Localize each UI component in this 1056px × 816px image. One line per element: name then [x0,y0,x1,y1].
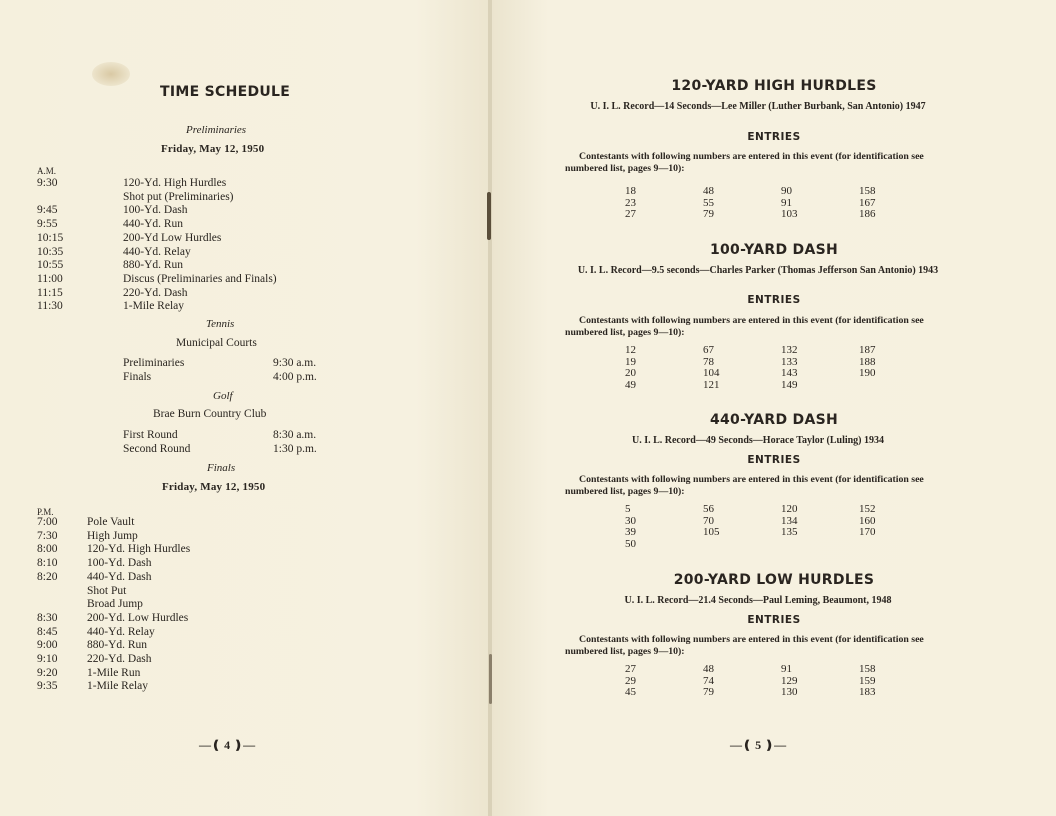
number-column: 27 29 45 [625,663,636,698]
schedule-row: 10:55 880-Yd. Run [37,259,184,272]
schedule-row: 9:30 120-Yd. High Hurdles [37,177,227,189]
schedule-row: 9:20 1-Mile Run [37,666,141,679]
schedule-row: 9:00 880-Yd. Run [37,639,148,652]
schedule-row: 8:20 440-Yd. Dash [37,570,152,583]
number-column: 132 133 143 149 [781,344,798,391]
record-line: U. I. L. Record—9.5 seconds—Charles Parker (Thomas Jefferson San Antonio) 1943 [577,265,939,276]
tennis-venue: Municipal Courts [176,337,257,349]
number-column: 158 167 186 [859,185,876,220]
right-page [492,0,1056,816]
contestants-note: Contestants with following numbers are entered in this event (for identification see numbered list, pages 9—10): [565,315,924,338]
number-column: 48 74 79 [703,663,714,698]
number-column: 56 70 105 [703,503,720,538]
prelim-date: Friday, May 12, 1950 [161,143,265,155]
entries-label: ENTRIES [747,294,801,306]
entry-numbers [625,345,937,391]
number-column: 48 55 79 [703,185,714,220]
ornament-left-icon: —❪ [199,738,222,752]
golf-times [123,429,317,456]
schedule-row: 11:00 Discus (Preliminaries and Finals) [37,272,277,285]
golf-venue: Brae Burn Country Club [153,408,267,420]
number-column: 90 91 103 [781,185,798,220]
ornament-right-icon: ❫— [764,738,787,752]
number-column: 12 19 20 49 [625,344,636,391]
record-line: U. I. L. Record—49 Seconds—Horace Taylor (Luling) 1934 [631,435,885,446]
entry-numbers [625,186,937,221]
entries-label: ENTRIES [747,614,801,626]
prelim-label: Preliminaries [186,124,247,136]
number-column: 158 159 183 [859,663,876,698]
am-schedule [37,177,277,314]
tennis-row: Preliminaries 9:30 a.m. [123,357,317,369]
schedule-row: Broad Jump [87,598,143,611]
schedule-row: 9:55 440-Yd. Run [37,218,184,231]
schedule-row: 7:30 High Jump [37,529,138,542]
ornament-left-icon: —❪ [730,738,753,752]
record-line: U. I. L. Record—21.4 Seconds—Paul Leming, Beaumont, 1948 [624,595,892,606]
am-label: A.M. [37,166,57,176]
page-number-left: —❪ 4 ❫— [199,738,256,752]
entries-label: ENTRIES [747,131,801,143]
schedule-row: 7:00 Pole Vault [37,516,135,528]
golf-label: Golf [213,390,233,402]
page-title: TIME SCHEDULE [160,84,291,100]
schedule-row: Shot Put [87,584,127,597]
pm-label: P.M. [37,507,54,517]
entries-label: ENTRIES [747,454,801,466]
schedule-row: 9:35 1-Mile Relay [37,680,148,693]
entry-numbers [625,504,937,550]
contestants-note: Contestants with following numbers are entered in this event (for identification see numbered list, pages 9—10): [565,151,924,174]
number-column: 5 30 39 50 [625,503,636,550]
section-title: 100-YARD DASH [709,242,839,258]
number-column: 152 160 170 [859,503,876,538]
schedule-row: 8:00 120-Yd. High Hurdles [37,543,191,556]
tennis-row: Finals 4:00 p.m. [123,370,317,383]
number-column: 18 23 27 [625,185,636,220]
finals-date: Friday, May 12, 1950 [162,481,266,493]
staple-top [487,192,491,240]
golf-row: Second Round 1:30 p.m. [123,442,317,455]
ornament-right-icon: ❫— [233,738,256,752]
schedule-row: 9:45 100-Yd. Dash [37,204,188,217]
number-column: 91 129 130 [781,663,798,698]
schedule-row: Shot put (Preliminaries) [123,190,234,203]
number-column: 187 188 190 [859,344,876,379]
number-column: 120 134 135 [781,503,798,538]
finals-label: Finals [207,462,236,474]
schedule-row: 11:15 220-Yd. Dash [37,286,188,299]
entry-numbers [625,664,937,699]
pm-schedule [37,516,190,694]
schedule-row: 8:10 100-Yd. Dash [37,557,152,570]
number-column: 67 78 104 121 [703,344,720,391]
tennis-label: Tennis [206,318,235,330]
contestants-note: Contestants with following numbers are entered in this event (for identification see numbered list, pages 9—10): [565,474,924,497]
record-line: U. I. L. Record—14 Seconds—Lee Miller (Luther Burbank, San Antonio) 1947 [590,101,926,112]
schedule-row: 11:30 1-Mile Relay [37,300,184,313]
schedule-row: 10:35 440-Yd. Relay [37,245,191,258]
section-title: 440-YARD DASH [709,412,839,428]
paper-stain [92,62,130,86]
schedule-row: 10:15 200-Yd Low Hurdles [37,231,222,244]
page-number-right: —❪ 5 ❫— [730,738,787,752]
section-title: 200-YARD LOW HURDLES [673,572,875,588]
contestants-note: Contestants with following numbers are entered in this event (for identification see numbered list, pages 9—10): [565,634,924,657]
left-page [0,0,489,816]
schedule-row: 8:45 440-Yd. Relay [37,625,155,638]
section-title: 120-YARD HIGH HURDLES [671,78,877,94]
golf-row: First Round 8:30 a.m. [123,429,317,441]
tennis-times [123,357,317,384]
schedule-row: 9:10 220-Yd. Dash [37,653,152,666]
schedule-row: 8:30 200-Yd. Low Hurdles [37,611,189,624]
